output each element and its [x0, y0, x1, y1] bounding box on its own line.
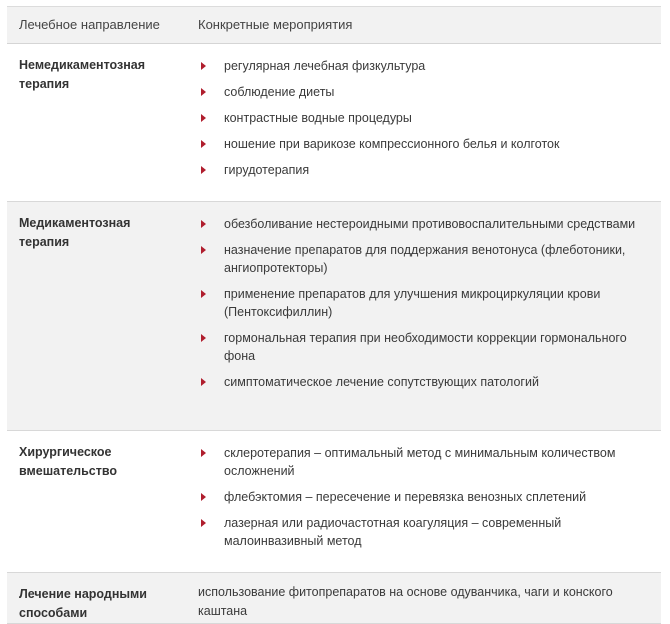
list-item-text: применение препаратов для улучшения микроциркуляции крови (Пентоксифиллин) — [224, 287, 601, 319]
list-item — [200, 285, 655, 321]
measures-list — [200, 436, 655, 550]
list-item — [200, 57, 655, 75]
list-item — [200, 373, 655, 391]
list-item-text: соблюдение диеты — [224, 85, 335, 99]
table-header — [7, 7, 661, 44]
list-item-text: склеротерапия – оптимальный метод с минимальным количеством осложнений — [224, 446, 616, 478]
list-item-text: регулярная лечебная физкультура — [224, 59, 426, 73]
list-item — [200, 83, 655, 101]
bullet-arrow-icon — [201, 334, 206, 342]
list-item — [200, 514, 655, 550]
bullet-arrow-icon — [201, 166, 206, 174]
list-item-text: назначение препаратов для поддержания венотонуса (флеботоники, ангиопротекторы) — [224, 243, 626, 275]
list-item-text: гормональная терапия при необходимости коррекции гормонального фона — [224, 331, 627, 363]
list-item — [200, 135, 655, 153]
list-item — [200, 109, 655, 127]
table-row-non-drug — [7, 44, 661, 202]
table-row-surgery — [7, 431, 661, 573]
list-item-text: лазерная или радиочастотная коагуляция – современный малоинвазивный метод — [224, 516, 562, 548]
bullet-arrow-icon — [201, 449, 206, 457]
table-row-folk — [7, 573, 661, 624]
bullet-arrow-icon — [201, 140, 206, 148]
bullet-arrow-icon — [201, 114, 206, 122]
bullet-arrow-icon — [201, 378, 206, 386]
bullet-arrow-icon — [201, 62, 206, 70]
list-item — [200, 161, 655, 179]
list-item-text: ношение при варикозе компрессионного белья и колготок — [224, 137, 560, 151]
list-item-text: симптоматическое лечение сопутствующих патологий — [224, 375, 539, 389]
bullet-arrow-icon — [201, 88, 206, 96]
bullet-arrow-icon — [201, 220, 206, 228]
bullet-arrow-icon — [201, 290, 206, 298]
list-item-text: обезболивание нестероидными противовоспалительными средствами — [224, 217, 636, 231]
table-row-drug — [7, 202, 661, 431]
bullet-arrow-icon — [201, 246, 206, 254]
direction-label: Лечение народными способами — [19, 587, 147, 620]
measures-list — [200, 49, 655, 179]
direction-label: Хирургическое вмешательство — [19, 445, 118, 478]
direction-label: Медикаментозная терапия — [19, 216, 131, 249]
header-measures: Конкретные мероприятия — [198, 17, 353, 32]
treatment-table — [7, 6, 661, 624]
list-item-text: гирудотерапия — [224, 163, 310, 177]
list-item-text: контрастные водные процедуры — [224, 111, 412, 125]
list-item — [200, 444, 655, 480]
list-item — [200, 215, 655, 233]
direction-label: Немедикаментозная терапия — [19, 58, 146, 91]
list-item — [200, 329, 655, 365]
list-item-text: флебэктомия – пересечение и перевязка венозных сплетений — [224, 490, 587, 504]
measures-text: использование фитопрепаратов на основе одуванчика, чаги и конского каштана — [198, 585, 613, 618]
list-item — [200, 241, 655, 277]
measures-list — [200, 207, 655, 391]
header-direction: Лечебное направление — [19, 17, 160, 32]
list-item — [200, 488, 655, 506]
bullet-arrow-icon — [201, 519, 206, 527]
bullet-arrow-icon — [201, 493, 206, 501]
